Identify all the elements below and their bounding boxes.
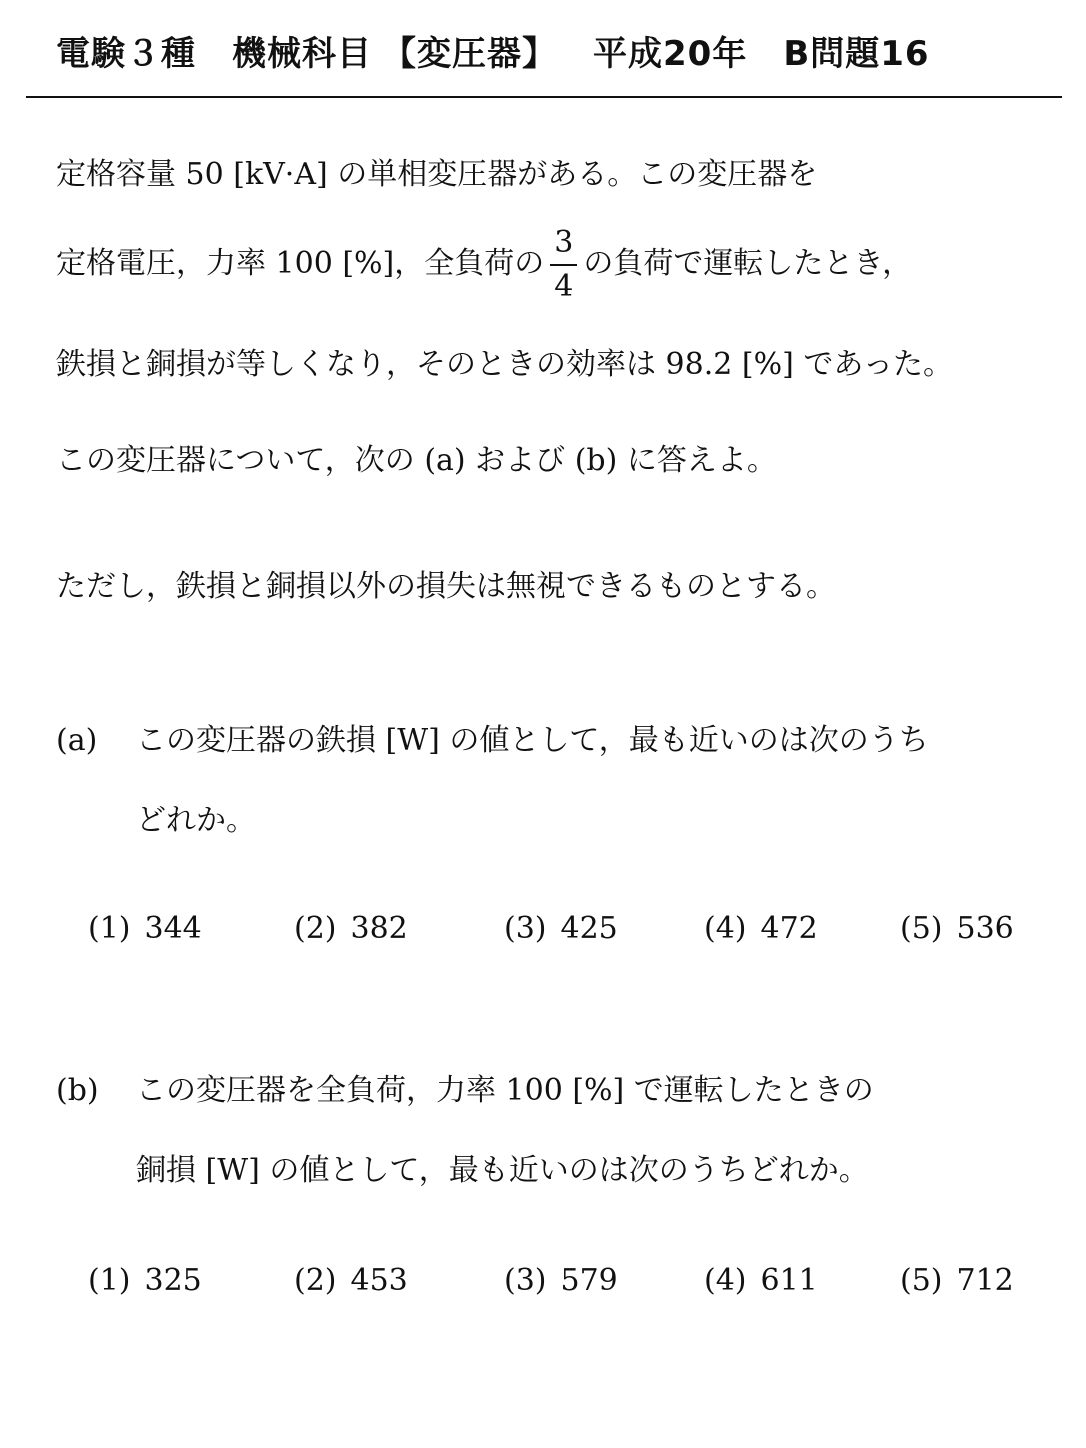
choice-value: 579 (560, 1263, 618, 1298)
question-a-label: (a) (56, 723, 98, 758)
header-topic: 【変圧器】 (382, 34, 557, 74)
choice-value: 382 (350, 911, 408, 946)
question-a-line-2: どれか。 (136, 803, 256, 838)
choice-value: 712 (956, 1263, 1014, 1298)
intro-line-2-before: 定格電圧，力率 100 [%]，全負荷の (56, 246, 545, 281)
choice-number: (3) (504, 1263, 547, 1298)
question-b-line-2: 銅損 [W] の値として，最も近いのは次のうちどれか。 (136, 1153, 869, 1188)
choice-b-5[interactable] (900, 1263, 1014, 1298)
choice-number: (1) (88, 1263, 131, 1298)
choice-value: 611 (760, 1263, 818, 1298)
choice-value: 325 (144, 1263, 202, 1298)
intro-line-2-after: の負荷で運転したとき， (583, 246, 913, 281)
intro-line-1: 定格容量 50 [kV·A] の単相変圧器がある。この変圧器を (56, 157, 818, 192)
question-a-choices (0, 911, 1086, 954)
choice-b-2[interactable] (294, 1263, 408, 1298)
choice-value: 344 (144, 911, 202, 946)
choice-b-1[interactable] (88, 1263, 202, 1298)
page-header (56, 26, 1056, 75)
choice-number: (2) (294, 911, 337, 946)
choice-number: (2) (294, 1263, 337, 1298)
choice-value: 536 (956, 911, 1014, 946)
header-problem: B問題16 (783, 34, 930, 74)
header-subject: 機械科目 (232, 34, 372, 74)
choice-a-5[interactable] (900, 911, 1014, 946)
choice-a-2[interactable] (294, 911, 408, 946)
choice-number: (5) (900, 1263, 943, 1298)
choice-b-3[interactable] (504, 1263, 618, 1298)
choice-a-3[interactable] (504, 911, 618, 946)
choice-a-4[interactable] (704, 911, 818, 946)
header-year: 平成20年 (593, 34, 748, 74)
choice-b-4[interactable] (704, 1263, 818, 1298)
choice-number: (5) (900, 911, 943, 946)
header-exam: 電験３種 (56, 34, 196, 74)
intro-line-4: この変圧器について，次の (a) および (b) に答えよ。 (56, 443, 777, 478)
question-b-choices (0, 1263, 1086, 1306)
fraction-denominator: 4 (554, 269, 574, 304)
choice-value: 425 (560, 911, 618, 946)
question-b-label: (b) (56, 1073, 99, 1108)
choice-number: (4) (704, 1263, 747, 1298)
choice-number: (4) (704, 911, 747, 946)
question-a-line-1: この変圧器の鉄損 [W] の値として，最も近いのは次のうち (136, 723, 929, 758)
fraction (550, 225, 577, 304)
choice-value: 472 (760, 911, 818, 946)
choice-number: (3) (504, 911, 547, 946)
choice-a-1[interactable] (88, 911, 202, 946)
intro-line-2 (56, 225, 913, 304)
choice-value: 453 (350, 1263, 408, 1298)
choice-number: (1) (88, 911, 131, 946)
question-b-line-1: この変圧器を全負荷，力率 100 [%] で運転したときの (136, 1073, 874, 1108)
intro-line-3: 鉄損と銅損が等しくなり，そのときの効率は 98.2 [%] であった。 (56, 347, 954, 382)
fraction-numerator: 3 (550, 228, 577, 266)
header-divider (26, 96, 1062, 98)
intro-note: ただし，鉄損と銅損以外の損失は無視できるものとする。 (56, 569, 836, 604)
